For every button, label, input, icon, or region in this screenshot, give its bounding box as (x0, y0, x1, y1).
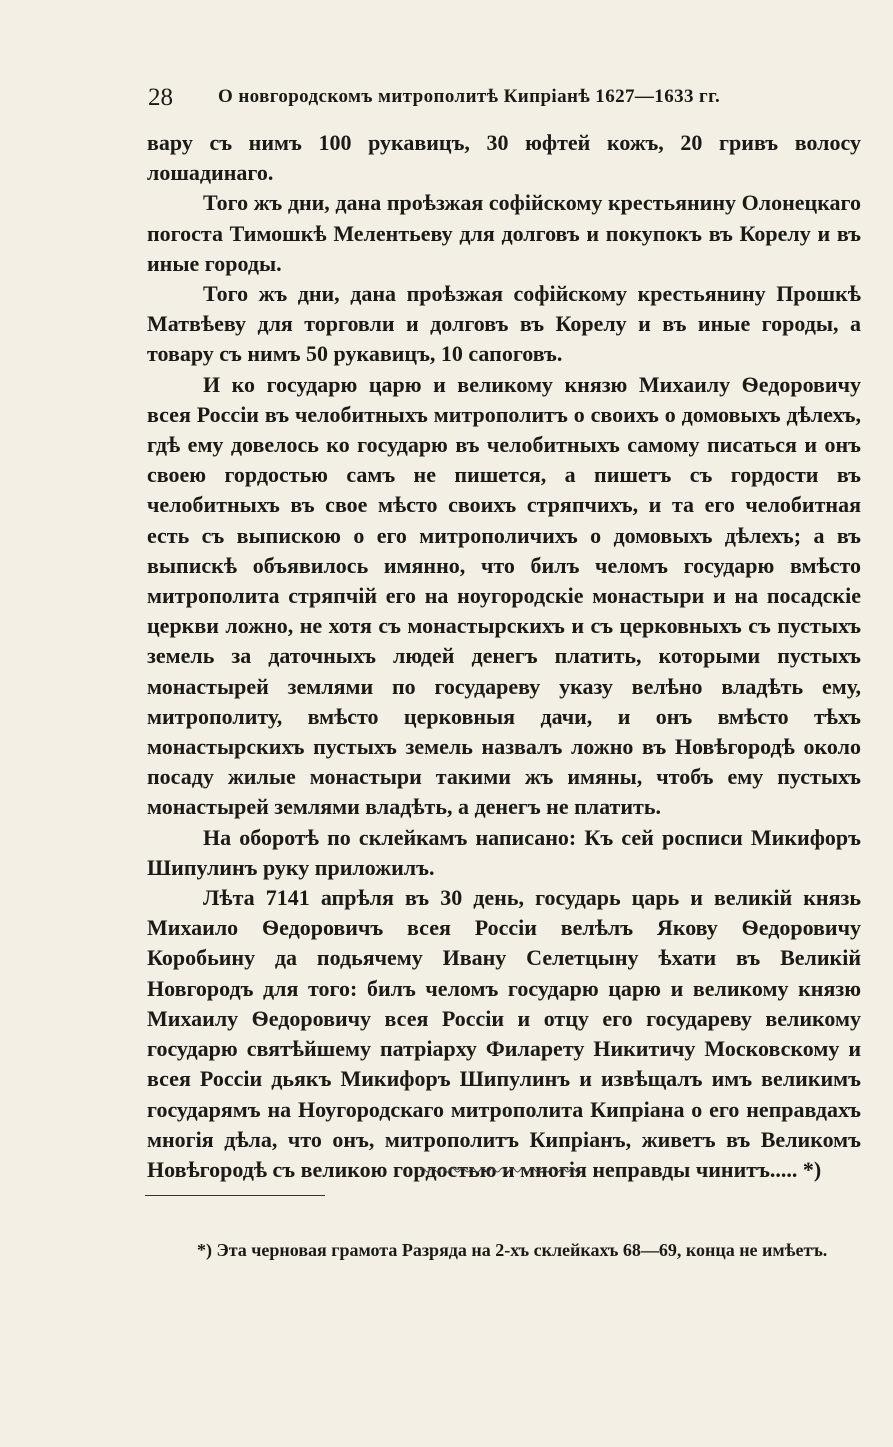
paragraph: Лѣта 7141 апрѣля въ 30 день, государь царь и великій князь Михаило Ѳедоровичъ всея Россіи велѣлъ Якову Ѳедоровичу Коробьину да подьячему Ивану Селетцыну ѣхати въ Великій Новгородъ для того: билъ челомъ государю царю и великому князю Михаилу Ѳедоровичу всея Россіи и отцу его государеву великому государю святѣйшему патріарху Филарету Никитичу Московскому и всея Россіи дьякъ Микифоръ Шипулинъ и извѣщалъ имъ великимъ государямъ на Ноугородскаго митрополита Кипріана о его неправдахъ многія дѣла, что онъ, митрополитъ Кипріанъ, живетъ въ Великомъ Новѣгородѣ съ великою гордостью и многія неправды чинитъ..... *) (147, 885, 861, 1182)
page-number: 28 (148, 84, 173, 111)
footnote-divider (145, 1195, 325, 1196)
body-text (147, 128, 861, 1185)
paragraph: На оборотѣ по склейкамъ написано: Къ сей росписи Микифоръ Шипулинъ руку приложилъ. (147, 824, 861, 880)
paragraph: Того жъ дни, дана проѣзжая софійскому крестьянину Прошкѣ Матвѣеву для торговли и долговъ въ Корелу и въ иные городы, а товару съ нимъ 50 рукавицъ, 10 сапоговъ. (147, 281, 861, 367)
wavy-ornament (420, 1165, 580, 1175)
running-head (148, 84, 788, 116)
paragraph: вару съ нимъ 100 рукавицъ, 30 юфтей кожъ, 20 гривъ волосу лошадинаго. (147, 130, 861, 186)
paragraph: И ко государю царю и великому князю Михаилу Ѳедоровичу всея Россіи въ челобитныхъ митрополитъ о своихъ о домовыхъ дѣлехъ, гдѣ ему довелось ко государю въ челобитныхъ самому писаться и онъ своею гордостью самъ не пишется, а пишетъ съ гордости въ челобитныхъ въ свое мѣсто своихъ стряпчихъ, и та его челобитная есть съ выпискою о его митрополичихъ о домовыхъ дѣлехъ; а въ выпискѣ объявилось имянно, что билъ челомъ государю вмѣсто митрополита стряпчій его на ноугородскіе монастыри и на посадскіе церкви ложно, не хотя съ монастырскихъ и съ церковныхъ съ пустыхъ земель за даточныхъ людей денегъ платить, которыми пустыхъ монастырей землями по государеву указу велѣно владѣть ему, митрополиту, вмѣсто церковныя дачи, и онъ вмѣсто тѣхъ монастырскихъ пустыхъ земель назвалъ ложно въ Новѣгородѣ около посаду жилые монастыри такими жъ имяны, чтобъ ему пустыхъ монастырей землями владѣть, а денегъ не платить. (147, 371, 861, 820)
footnote: *) Эта черновая грамота Разряда на 2-хъ склейкахъ 68—69, конца не имѣетъ. (197, 1240, 828, 1260)
running-title: О новгородскомъ митрополитѣ Кипріанѣ 1627—1633 гг. (218, 86, 721, 107)
paragraph: Того жъ дни, дана проѣзжая софійскому крестьянину Олонецкаго погоста Тимошкѣ Мелентьеву для долговъ и покупокъ въ Корелу и въ иные городы. (147, 190, 861, 276)
